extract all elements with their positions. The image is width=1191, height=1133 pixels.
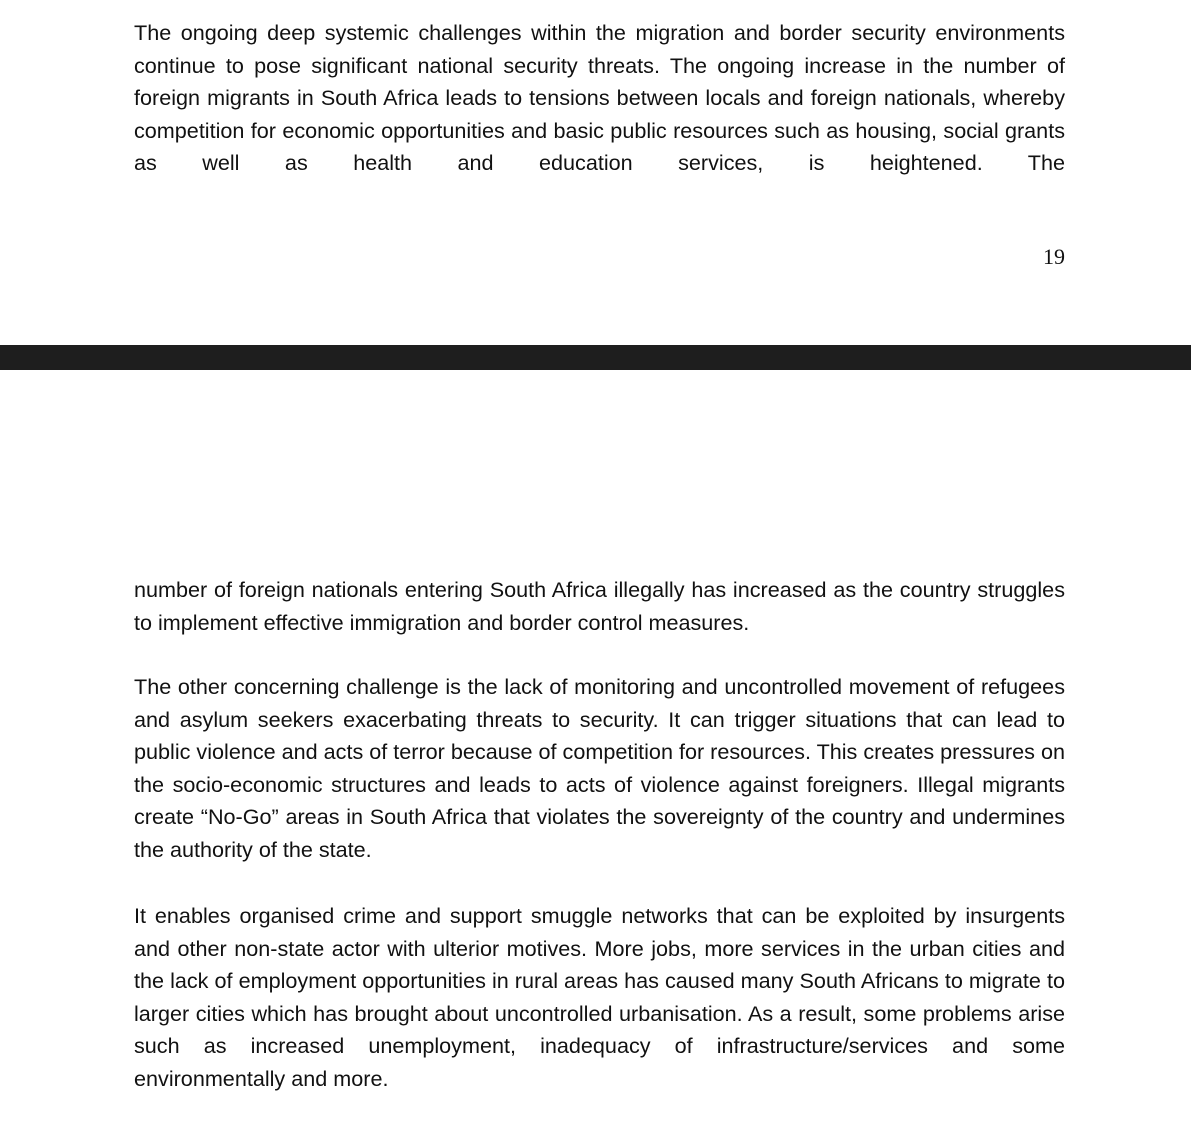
paragraph-organised-crime: It enables organised crime and support smuggle networks that can be exploited by insurgents and other non-state actor with ulterior motives. More jobs, more services in the urban cities and the lack of employment opportunities in rural areas has caused many South Africans to migrate to larger cities which has brought about uncontrolled urbanisation. As a result, some problems arise such as increased unemployment, inadequacy of infrastructure/services and some environmentally and more. xyxy=(134,903,1065,1091)
paragraph-refugee-monitoring: The other concerning challenge is the lack of monitoring and uncontrolled movement of refugees and asylum seekers exacerbating threats to security. It can trigger situations that can lead to public violence and acts of terror because of competition for resources. This creates pressures on the socio-economic structures and leads to acts of violence against foreigners. Illegal migrants create “No-Go” areas in South Africa that violates the sovereignty of the country and undermines the authority of the state. xyxy=(134,674,1065,862)
document-page-top xyxy=(0,0,1191,345)
page-separator xyxy=(0,345,1191,370)
page-number: 19 xyxy=(1043,244,1065,269)
paragraph-migration-threats: The ongoing deep systemic challenges within the migration and border security environments continue to pose significant national security threats. The ongoing increase in the number of foreign migrants in South Africa leads to tensions between locals and foreign nationals, whereby competition for economic opportunities and basic public resources such as housing, social grants as well as health and education services, is heightened. The xyxy=(134,20,1065,176)
document-page-bottom xyxy=(0,370,1191,1133)
paragraph-illegal-entry: number of foreign nationals entering South Africa illegally has increased as the country struggles to implement effective immigration and border control measures. xyxy=(134,577,1065,635)
